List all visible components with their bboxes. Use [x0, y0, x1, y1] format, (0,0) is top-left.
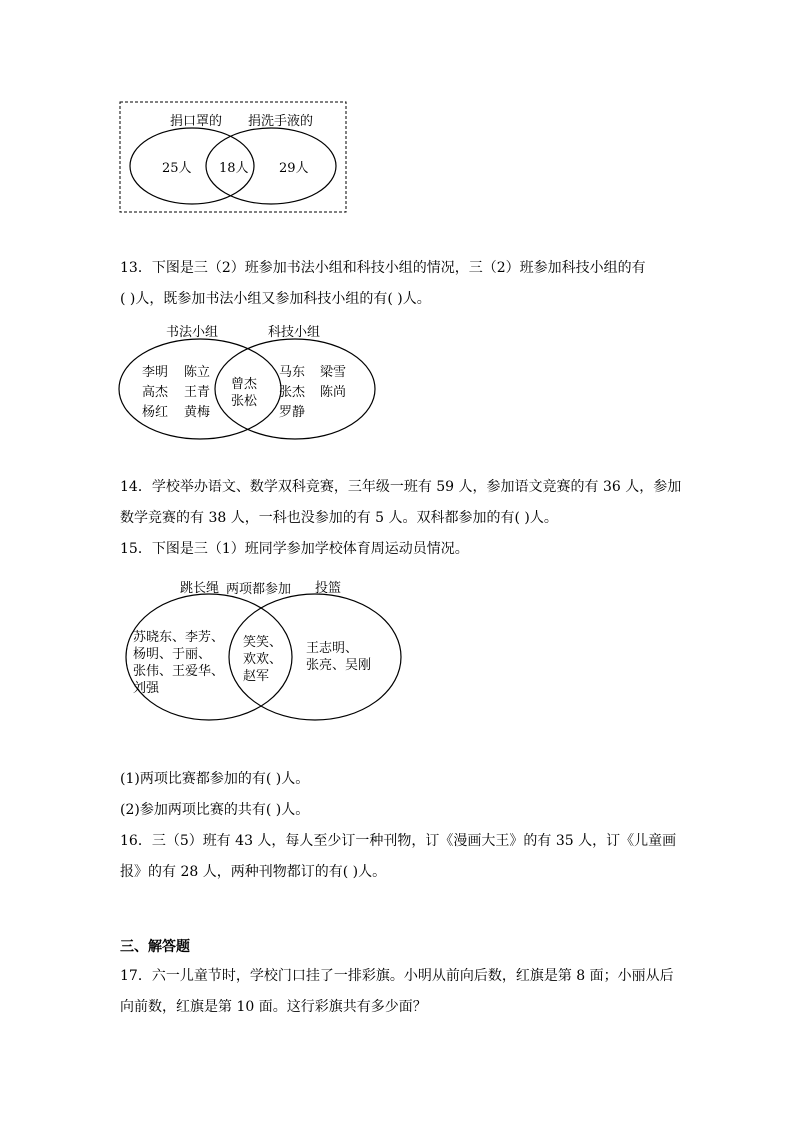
venn-12-right-label: 捐洗手液的 [248, 114, 314, 129]
q15-text: 15．下图是三（1）班同学参加学校体育周运动员情况。 [120, 541, 469, 557]
venn-15-left-line: 杨明、于丽、 [133, 647, 212, 662]
venn-13-name: 梁雪 [320, 365, 347, 380]
venn-15-left-title: 跳长绳 [180, 581, 220, 596]
venn-13-name: 马东 [279, 365, 306, 380]
venn-13-name: 黄梅 [184, 405, 211, 420]
venn-13-name: 陈尚 [320, 385, 347, 400]
q17-line2: 向前数，红旗是第 10 面。这行彩旗共有多少面？ [120, 999, 427, 1015]
venn-13-name: 陈立 [184, 365, 211, 380]
venn-15-left-line: 张伟、王爱华、 [133, 664, 225, 679]
q14-line1: 14．学校举办语文、数学双科竞赛，三年级一班有 59 人，参加语文竞赛的有 36 人，参加 [120, 479, 682, 495]
venn-12-left-label: 捐口罩的 [170, 114, 223, 129]
venn-13-right-title: 科技小组 [268, 325, 321, 340]
venn-13-name: 杨红 [142, 405, 169, 420]
venn-13-both-name: 张松 [231, 394, 258, 409]
q16-line1: 16．三（5）班有 43 人，每人至少订一种刊物，订《漫画大王》的有 35 人，订《儿童画 [120, 833, 677, 849]
venn-13-name: 罗静 [279, 405, 306, 420]
venn-15-left-line: 苏晓东、李芳、 [133, 630, 225, 645]
venn-15-left-line: 刘强 [133, 681, 160, 696]
venn-12-left-value: 25人 [162, 161, 192, 176]
q13-line2: ( )人，既参加书法小组又参加科技小组的有( )人。 [120, 291, 431, 307]
q16-line2: 报》的有 28 人，两种刊物都订的有( )人。 [120, 864, 387, 880]
venn-15-middle-title: 两项都参加 [226, 582, 292, 597]
venn-13-both-name: 曾杰 [231, 377, 258, 392]
venn-15-right-line: 张亮、吴刚 [306, 658, 372, 673]
section-heading: 三、解答题 [120, 939, 190, 955]
venn-13-left-title: 书法小组 [166, 325, 219, 340]
venn-15-right-title: 投篮 [315, 581, 342, 596]
venn-13-name: 高杰 [142, 385, 169, 400]
venn-12-right-value: 29人 [279, 161, 309, 176]
q17-line1: 17．六一儿童节时，学校门口挂了一排彩旗。小明从前向后数，红旗是第 8 面；小丽从后 [120, 968, 674, 984]
venn-15-right-line: 王志明、 [306, 641, 359, 656]
q13-line1: 13．下图是三（2）班参加书法小组和科技小组的情况，三（2）班参加科技小组的有 [120, 260, 646, 276]
q14-line2: 数学竞赛的有 38 人，一科也没参加的有 5 人。双科都参加的有( )人。 [120, 510, 558, 526]
venn-12-both-value: 18人 [219, 161, 249, 176]
venn-15-both-line: 欢欢、 [243, 652, 283, 667]
venn-15-both-line: 赵军 [243, 669, 270, 684]
venn-15-both-line: 笑笑、 [243, 635, 283, 650]
venn-13-name: 王青 [184, 385, 211, 400]
venn-13-name: 张杰 [279, 385, 306, 400]
q15-sub1: (1)两项比赛都参加的有( )人。 [120, 771, 310, 787]
venn-13-name: 李明 [142, 365, 169, 380]
q15-sub2: (2)参加两项比赛的共有( )人。 [120, 802, 310, 818]
